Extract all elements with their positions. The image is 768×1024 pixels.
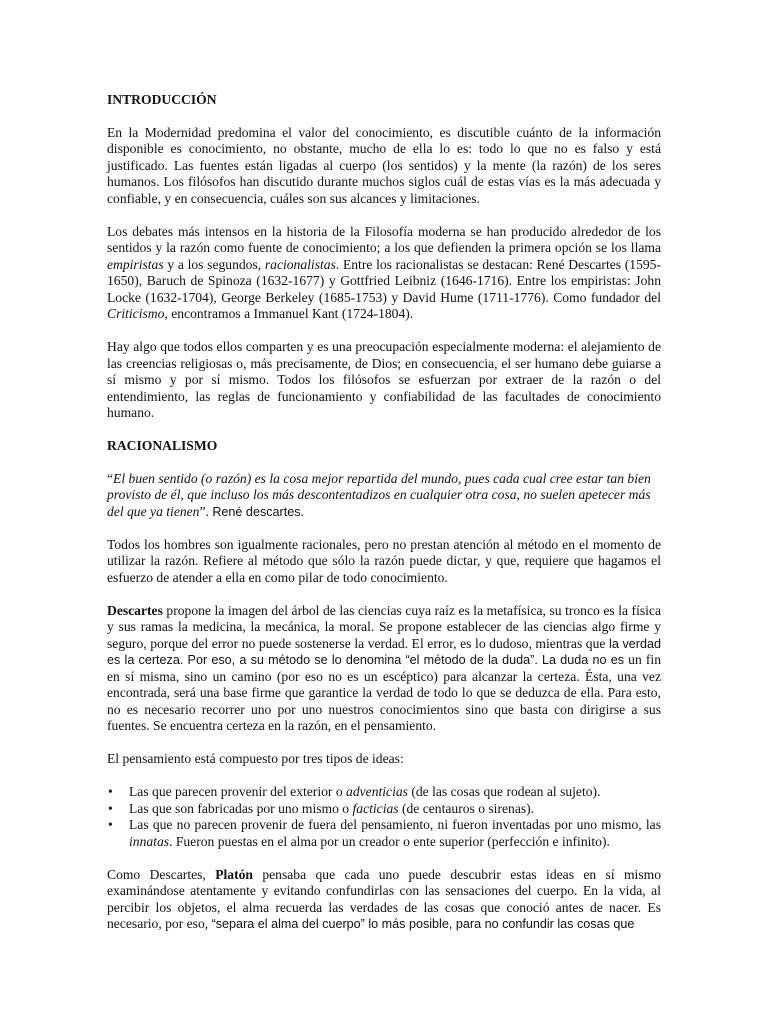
quote-close-mark: ”. — [199, 503, 213, 519]
bullet-icon: • — [108, 800, 113, 816]
text-run: Las que parecen provenir del exterior o — [129, 784, 347, 799]
bullet-icon: • — [108, 784, 113, 799]
name-descartes: Descartes — [107, 602, 163, 618]
text-run: (de centauros o sirenas). — [398, 800, 535, 816]
quote-author: René descartes. — [212, 504, 305, 519]
list-item — [107, 784, 661, 801]
text-run: encontramos a Immanuel Kant (1724-1804). — [167, 306, 414, 321]
term-criticismo: Criticismo, — [107, 306, 168, 321]
list-item — [107, 801, 661, 818]
text-run: Las que son fabricadas por uno mismo o — [129, 800, 353, 816]
text-run: propone la imagen del árbol de las ciencias cuya raíz es la metafísica, su tronco es la física y sus ramas la medicina, la mecánica, la moral. Se propone establecer de las ciencias algo firme y seguro, porque del error no puede sostenerse la verdad. El error, es lo dudoso, mientras que — [107, 602, 661, 651]
intro-paragraph-3: Hay algo que todos ellos comparten y es una preocupación especialmente moderna: el alejamiento de las creencias religiosas o, más precisamente, de Dios; en consecuencia, el ser humano debe guiarse a sí mismo y por sí mismo. Todos los filósofos se esfuerzan por extraer de la razón o del entendimiento, las reglas de funcionamiento y confiabilidad de las facultades de conocimiento humano. — [107, 339, 661, 420]
quote-text: El buen sentido (o razón) es la cosa mejor repartida del mundo, pues cada cual cree estar tan bien provisto de él, que incluso los más descontentadizos en cualquier otra cosa, no suelen apetecer más del que ya tienen — [107, 470, 651, 519]
descartes-quote — [107, 471, 661, 521]
term-adventicias: adventicias — [346, 784, 408, 799]
ideas-list — [107, 784, 661, 850]
text-run: . Fueron puestas en el alma por un creador o ente superior (perfección e infinito). — [169, 833, 610, 849]
racionalismo-paragraph-4 — [107, 867, 661, 933]
name-platon: Platón — [215, 866, 253, 882]
text-run: . Entre los racionalistas se destacan: René Descartes (1595-1650), Baruch de Spinoza (1632-1677) y Gottfried Leibniz (1646-1716). Entre los empiristas: John Locke (1632-1704), George Berkeley (1685-1753) y David Hume (1711-1776). Como fundador del — [107, 256, 662, 305]
term-racionalistas: racionalistas — [264, 256, 336, 272]
text-run: Las que no parecen provenir de fuera del pensamiento, ni fueron inventadas por uno mismo, las — [129, 817, 661, 832]
text-run-sans: la verdad es la certeza. Por eso, a su método se lo denomina “el método de la duda”. La duda no es — [107, 636, 661, 667]
text-run: Los debates más intensos en la historia de la Filosofía moderna se han producido alrededor de los sentidos y la razón como fuente de conocimiento; a los que defienden la primera opción se los llama — [107, 223, 661, 255]
bullet-icon: • — [108, 817, 113, 832]
intro-paragraph-1: En la Modernidad predomina el valor del conocimiento, es discutible cuánto de la información disponible es conocimiento, no obstante, mucho de ella lo es: todo lo que no es falso y está justificado. Las fuentes están ligadas al cuerpo (los sentidos) y la mente (la razón) de los seres humanos. Los filósofos han discutido durante muchos siglos cuál de estas vías es la más adecuada y confiable, y en consecuencia, cuáles son sus alcances y limitaciones. — [107, 124, 661, 206]
intro-paragraph-2 — [107, 224, 661, 323]
racionalismo-paragraph-2 — [107, 603, 661, 735]
term-innatas: innatas — [129, 833, 170, 849]
term-facticias: facticias — [352, 800, 399, 816]
text-run: (de las cosas que rodean al sujeto). — [407, 784, 601, 799]
intro-heading: INTRODUCCIÓN — [107, 92, 217, 107]
racionalismo-paragraph-1: Todos los hombres son igualmente racionales, pero no prestan atención al método en el momento de utilizar la razón. Refiere al método que sólo la razón puede dictar, y que, requiere que hagamos el esfuerzo de atender a ella en como pilar de todo conocimiento. — [107, 536, 661, 585]
term-empiristas: empiristas — [107, 256, 164, 272]
text-run: y a los segundos, — [163, 256, 265, 272]
racionalismo-paragraph-3: El pensamiento está compuesto por tres tipos de ideas: — [107, 751, 404, 766]
text-run: pensaba que cada uno puede descubrir estas ideas en sí mismo examinándose atentamente y evitando confundirlas con las sensaciones del cuerpo. En la vida, al percibir los objetos, el alma recuerda las verdades de las cosas que conoció antes de nacer. Es necesario, por eso, — [107, 866, 661, 931]
quote-open-mark: “ — [107, 470, 114, 486]
text-run: un fin en sí misma, sino un camino (por eso no es un escéptico) para alcanzar la certeza. Ésta, una vez encontrada, será una base firme que garantice la verdad de todo lo que se deduzca de ella. Para esto, no es necesario recorrer uno por uno nuestros conocimientos sino que basta con dirigirse a sus fuentes. Se encuentra certeza en la razón, en el pensamiento. — [107, 652, 661, 733]
text-run: Como Descartes, — [107, 866, 216, 882]
racionalismo-heading: RACIONALISMO — [107, 438, 218, 453]
text-run-sans: “separa el alma del cuerpo” lo más posible, para no confundir las cosas que — [211, 917, 635, 931]
list-item — [107, 817, 661, 850]
